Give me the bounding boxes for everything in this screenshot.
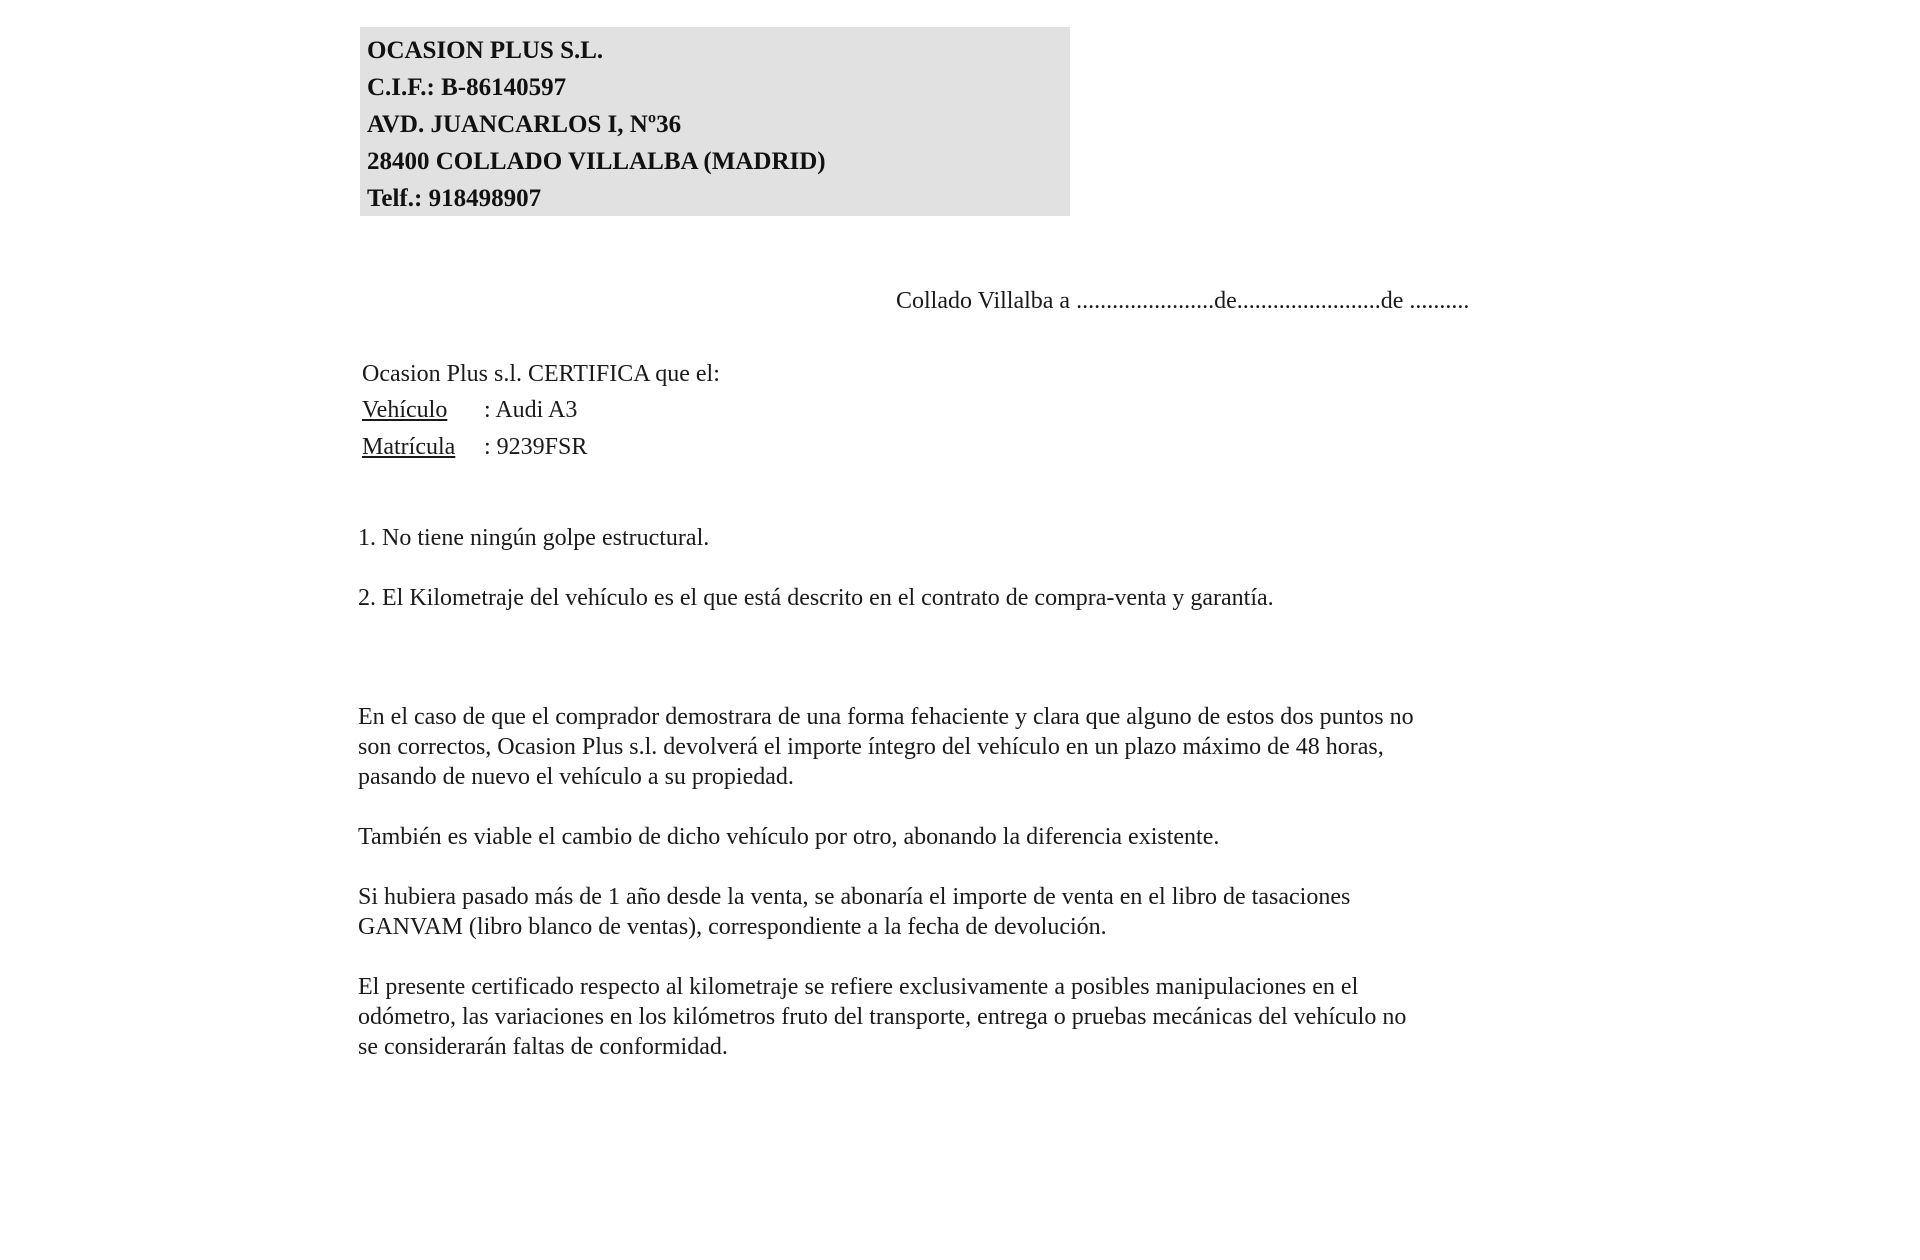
- company-name: OCASION PLUS S.L.: [367, 37, 604, 64]
- date-line: Collado Villalba a .......................de........................de ..........: [896, 288, 1470, 314]
- company-city: 28400 COLLADO VILLALBA (MADRID): [367, 148, 826, 175]
- vehicle-label: Vehículo: [362, 397, 448, 423]
- plate-value: : 9239FSR: [484, 434, 588, 460]
- vehicle-value: : Audi A3: [484, 397, 578, 423]
- company-address: AVD. JUANCARLOS I, Nº36: [367, 111, 682, 138]
- company-header: [360, 27, 1070, 216]
- company-cif: C.I.F.: B-86140597: [367, 74, 567, 101]
- certificate-intro: Ocasion Plus s.l. CERTIFICA que el:: [362, 361, 720, 387]
- certified-points: [358, 522, 1274, 642]
- company-phone: Telf.: 918498907: [367, 185, 542, 212]
- certificate-block: [362, 356, 720, 466]
- vehicle-row: [362, 392, 720, 429]
- paragraph: También es viable el cambio de dicho vehículo por otro, abonando la diferencia existente.: [358, 824, 1220, 850]
- conditions-text: [358, 702, 1558, 1092]
- point-item: 1. No tiene ningún golpe estructural.: [358, 525, 710, 551]
- paragraph: Si hubiera pasado más de 1 año desde la venta, se abonaría el importe de venta en el libro de tasaciones GANVAM (libro blanco de ventas), correspondiente a la fecha de devolución.: [358, 884, 1351, 940]
- point-item: 2. El Kilometraje del vehículo es el que está descrito en el contrato de compra-venta y garantía.: [358, 585, 1274, 611]
- paragraph: En el caso de que el comprador demostrara de una forma fehaciente y clara que alguno de estos dos puntos no son correctos, Ocasion Plus s.l. devolverá el importe íntegro del vehículo en un plazo máximo de 48 horas, pasando de nuevo el vehículo a su propiedad.: [358, 704, 1414, 790]
- plate-row: [362, 429, 720, 466]
- plate-label: Matrícula: [362, 434, 456, 460]
- paragraph: El presente certificado respecto al kilometraje se refiere exclusivamente a posibles manipulaciones en el odómetro, las variaciones en los kilómetros fruto del transporte, entrega o pruebas mecánicas del vehículo no se considerarán faltas de conformidad.: [358, 974, 1407, 1060]
